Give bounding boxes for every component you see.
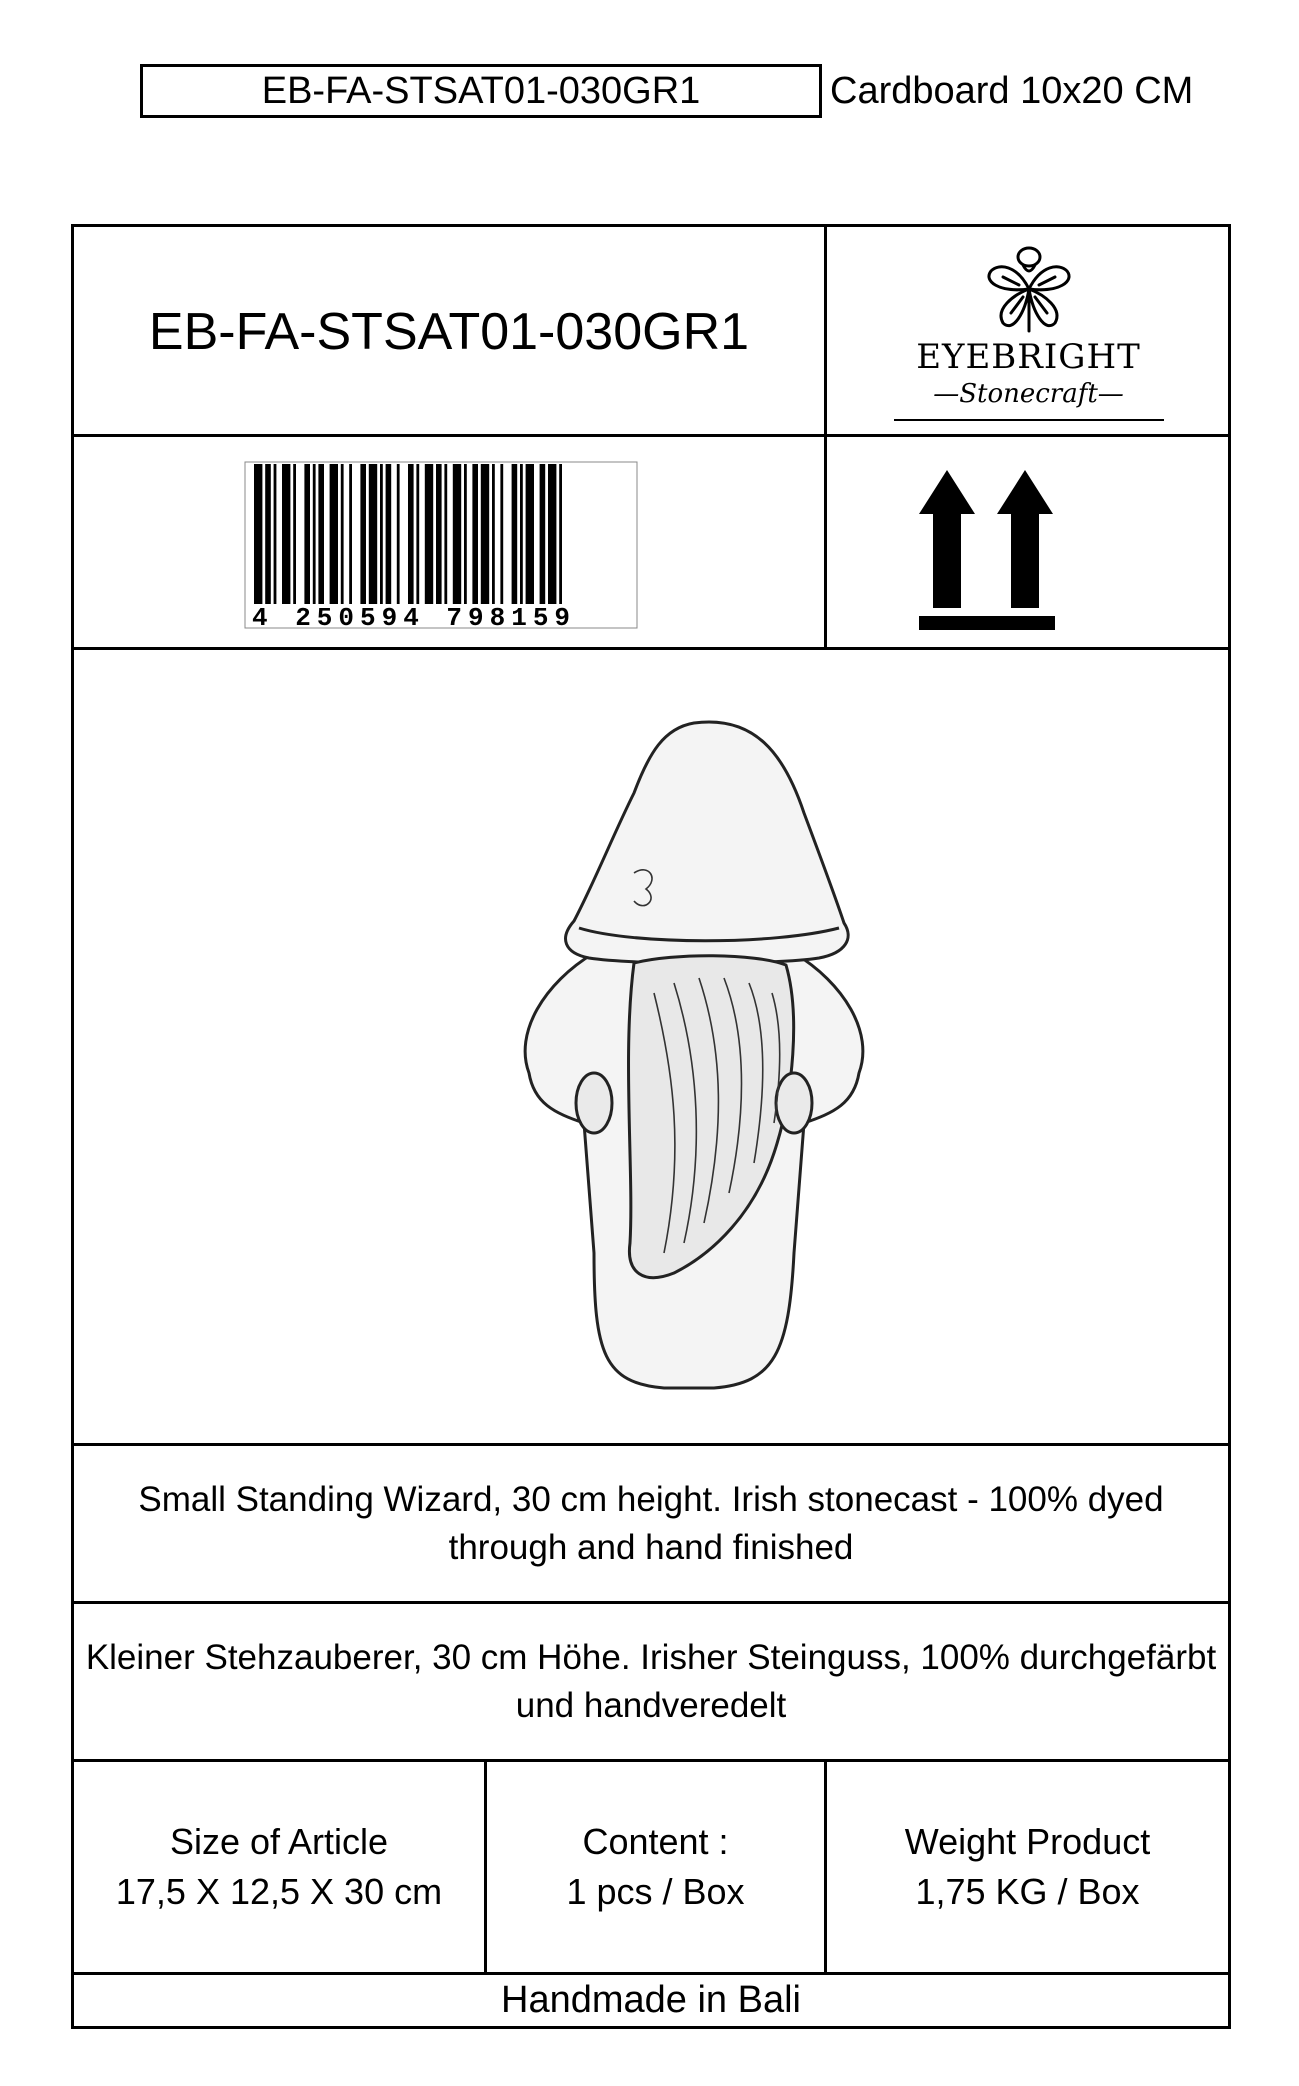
spec-weight	[827, 1762, 1228, 1972]
article-code-box	[140, 64, 822, 118]
logo-underline	[894, 419, 1164, 421]
barcode-bar	[444, 464, 447, 604]
barcode-bar	[265, 464, 271, 604]
barcode-bar	[481, 464, 489, 604]
spec-content	[487, 1762, 824, 1972]
carton-size: Cardboard 10x20 CM	[830, 69, 1194, 112]
logo-subtitle: —Stonecraft—	[933, 379, 1124, 409]
barcode-bar	[380, 464, 383, 604]
barcode-digits: 4 250594 798159	[252, 603, 577, 633]
spec-content-label: Content :	[582, 1821, 729, 1862]
divider	[74, 647, 1228, 650]
this-side-up-arrows-icon	[827, 440, 1230, 650]
barcode-bar	[304, 464, 310, 604]
barcode-cell	[74, 440, 824, 650]
barcode-bar	[318, 464, 324, 604]
barcode-bar	[559, 464, 562, 604]
article-code-top: EB-FA-STSAT01-030GR1	[261, 69, 701, 112]
spec-content-value: 1 pcs / Box	[566, 1871, 745, 1912]
barcode-bar	[254, 464, 262, 604]
divider	[74, 434, 1228, 437]
barcode-bar	[436, 464, 442, 604]
barcode-bar	[453, 464, 461, 604]
barcode-bar	[349, 464, 352, 604]
barcode-bar	[548, 464, 556, 604]
barcode-bar	[492, 464, 495, 604]
divider	[824, 227, 827, 650]
barcode-bar	[386, 464, 392, 604]
barcode-bar	[500, 464, 503, 604]
brand-logo	[827, 227, 1230, 437]
spec-size	[74, 1762, 484, 1972]
barcode-bar	[416, 464, 419, 604]
spec-weight-value: 1,75 KG / Box	[915, 1871, 1140, 1912]
description-german: Kleiner Stehzauberer, 30 cm Höhe. Irisher Steinguss, 100% durchgefärbt und handveredelt	[85, 1637, 1217, 1725]
flower-icon	[969, 243, 1089, 335]
barcode-bar	[282, 464, 290, 604]
barcode-bar	[472, 464, 478, 604]
barcode-bar	[341, 464, 344, 604]
barcode-bar	[293, 464, 296, 604]
origin-footer: Handmade in Bali	[501, 1979, 801, 2021]
barcode-bar	[274, 464, 277, 604]
logo-name: EYEBRIGHT	[916, 337, 1141, 377]
barcode-bar	[313, 464, 316, 604]
barcode-bar	[512, 464, 518, 604]
barcode-bar	[520, 464, 523, 604]
barcode-bar	[360, 464, 366, 604]
barcode-bar	[540, 464, 546, 604]
barcode-bar	[425, 464, 433, 604]
product-image	[74, 653, 1228, 1443]
barcode-bar	[397, 464, 400, 604]
spec-size-label: Size of Article	[169, 1821, 389, 1862]
barcode-bar	[330, 464, 338, 604]
barcode	[74, 440, 824, 650]
barcode-bar	[464, 464, 467, 604]
spec-size-value: 17,5 X 12,5 X 30 cm	[115, 1871, 443, 1912]
barcode-bar	[526, 464, 534, 604]
barcode-bar	[369, 464, 377, 604]
description-english: Small Standing Wizard, 30 cm height. Irish stonecast - 100% dyed through and hand finished	[138, 1479, 1164, 1567]
barcode-bar	[408, 464, 414, 604]
shipping-label	[71, 224, 1231, 2029]
spec-weight-label: Weight Product	[904, 1821, 1151, 1862]
article-code-large: EB-FA-STSAT01-030GR1	[148, 303, 750, 361]
